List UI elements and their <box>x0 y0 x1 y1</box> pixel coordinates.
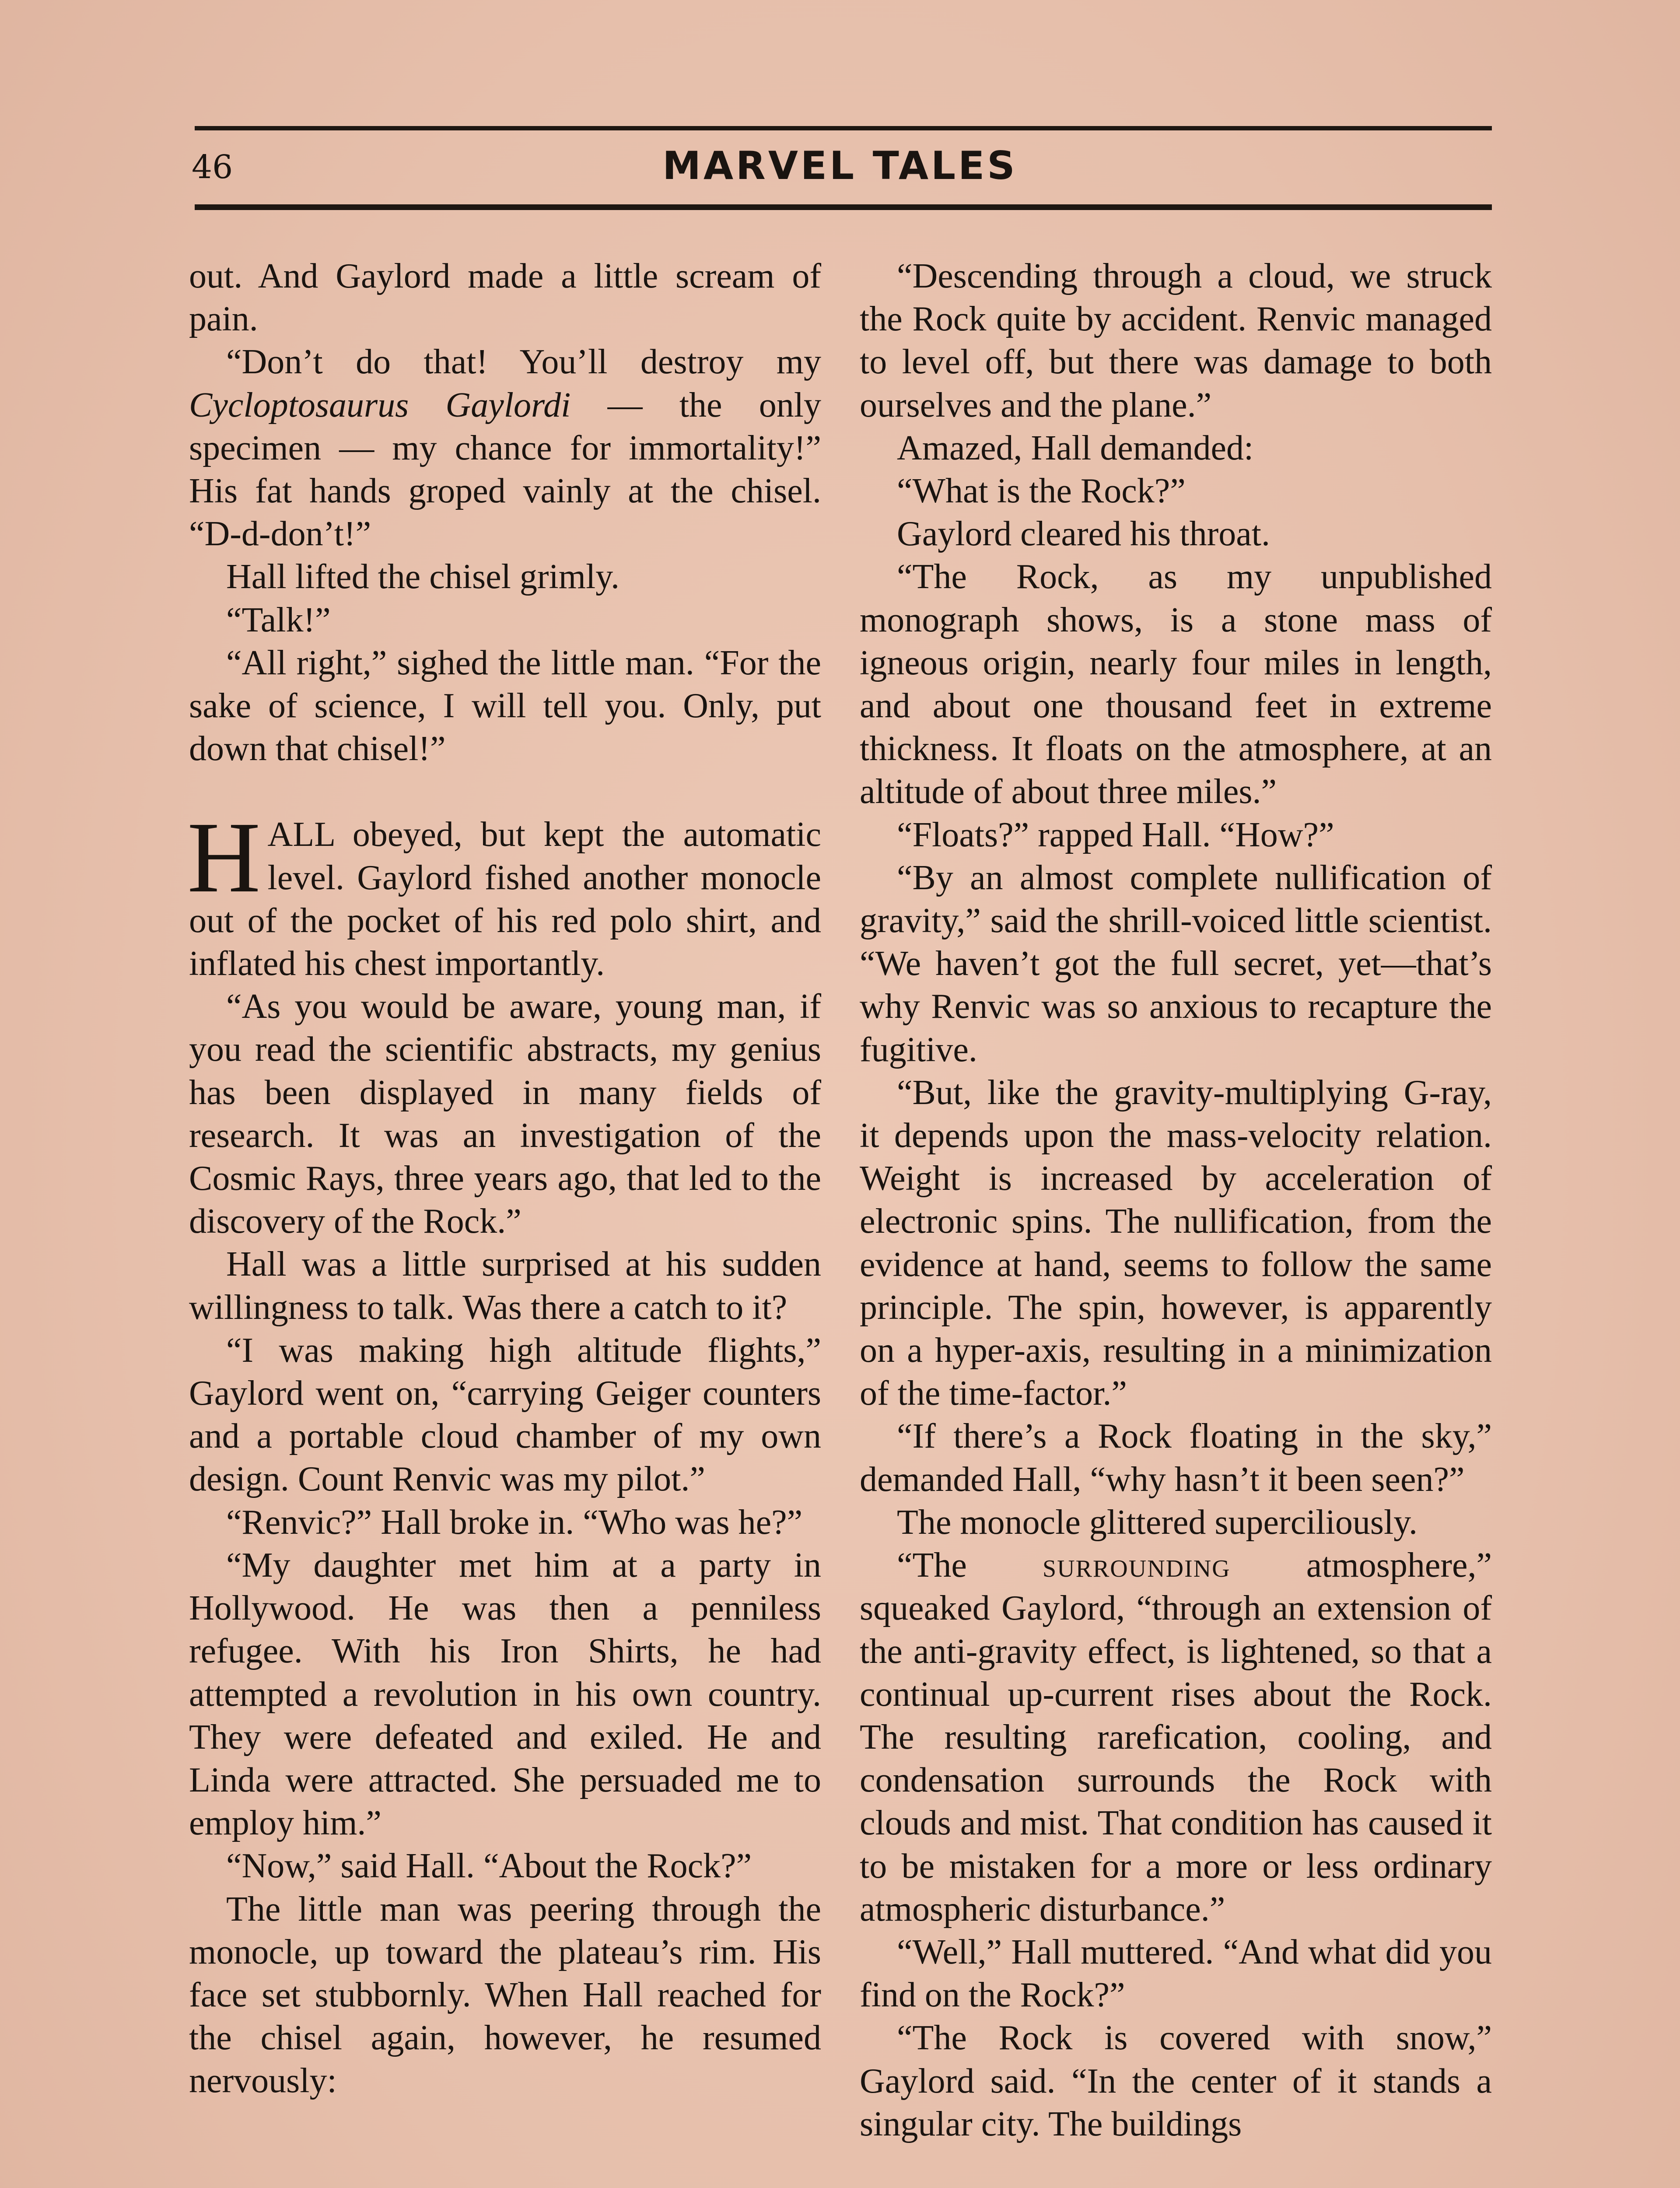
paragraph: “My daughter met him at a party in Hollywood. He was then a penniless refugee. With his Iron Shirts, he had attempted a revolution in his own country. They were defeated and exiled. He and Linda were attracted. She persuaded me to employ him.” <box>189 1546 821 1843</box>
left-text-column <box>189 255 821 2103</box>
paragraph-text: — the only specimen — my chance for immortality!” His fat hands groped vainly at the chisel. “D-d-don’t!” <box>189 386 821 554</box>
paragraph <box>189 340 821 555</box>
paragraph: “If there’s a Rock floating in the sky,” demanded Hall, “why hasn’t it been seen?” <box>860 1417 1492 1499</box>
running-title: MARVEL TALES <box>662 143 1018 188</box>
paragraph-text: obeyed, but kept the automatic level. Gaylord fished another monocle out of the pocket of his red polo shirt, and inflated his chest importantly. <box>189 815 821 983</box>
paragraph: Amazed, Hall demanded: <box>897 428 1254 467</box>
paragraph: “By an almost complete nullification of gravity,” said the shrill-voiced little scientist. “We haven’t got the full secret, yet—that’s why Renvic was so anxious to recapture the fugitive. <box>860 858 1492 1069</box>
paragraph: “Talk!” <box>226 600 331 639</box>
paragraph: “The Rock is covered with snow,” Gaylord said. “In the center of it stands a singular city. The buildings <box>860 2019 1492 2143</box>
paragraph: “Now,” said Hall. “About the Rock?” <box>226 1847 752 1886</box>
header-bottom-rule <box>195 204 1492 210</box>
paragraph-text: “The <box>897 1546 967 1585</box>
paragraph: “Descending through a cloud, we struck the Rock quite by accident. Renvic managed to level off, but there was damage to both ourselves and the plane.” <box>860 257 1492 424</box>
paragraph-text: “Don’t do that! You’ll destroy my <box>226 343 821 382</box>
spaced-word: surrounding <box>1043 1546 1231 1585</box>
paragraph: The little man was peering through the monocle, up toward the plateau’s rim. His face set stubbornly. When Hall reached for the chisel again, however, he resumed nervously: <box>189 1890 821 2100</box>
paragraph: Gaylord cleared his throat. <box>897 515 1270 554</box>
paragraph-text: atmosphere,” squeaked Gaylord, “through an extension of the anti-gravity effect, is lightened, so that a continual up-current rises about the Rock. The resulting rarefication, cooling, and condensation surrounds the Rock with clouds and mist. That condition has caused it to be mistaken for a more or less ordinary atmospheric disturbance.” <box>860 1546 1492 1929</box>
right-text-column <box>860 255 1492 2146</box>
paragraph: “The Rock, as my unpublished monograph shows, is a stone mass of igneous origin, nearly four miles in length, and about one thousand feet in extreme thickness. It floats on the atmosphere, at an altitude of about three miles.” <box>860 558 1492 811</box>
paragraph: “Floats?” rapped Hall. “How?” <box>897 815 1334 854</box>
paragraph: “I was making high altitude flights,” Gaylord went on, “carrying Geiger counters and a portable cloud chamber of my own design. Count Renvic was my pilot.” <box>189 1331 821 1499</box>
page-number: 46 <box>192 148 233 186</box>
paragraph: “As you would be aware, young man, if you read the scientific abstracts, my genius has been displayed in many fields of research. It was an investigation of the Cosmic Rays, three years ago, that led to the discovery of the Rock.” <box>189 987 821 1241</box>
drop-cap: H <box>187 801 261 914</box>
header-top-rule <box>195 126 1492 130</box>
species-name: Cycloptosaurus Gaylordi <box>189 386 571 424</box>
paragraph: “But, like the gravity-multiplying G-ray, it depends upon the mass-velocity relation. Weight is increased by acceleration of electronic spins. The nullification, from the evidence at hand, seems to follow the same principle. The spin, however, is apparently on a hyper-axis, resulting in a minimization of the time-factor.” <box>860 1073 1492 1413</box>
paragraph: Hall lifted the chisel grimly. <box>226 558 620 596</box>
paragraph: Hall was a little surprised at his sudden willingness to talk. Was there a catch to it? <box>189 1245 821 1327</box>
paragraph: “What is the Rock?” <box>897 472 1186 511</box>
paragraph: “Well,” Hall muttered. “And what did you find on the Rock?” <box>860 1932 1492 2015</box>
paragraph: out. And Gaylord made a little scream of pain. <box>189 257 821 339</box>
paragraph: The monocle glittered superciliously. <box>897 1503 1418 1542</box>
paragraph <box>860 1544 1492 1931</box>
section-opening-paragraph <box>187 801 821 985</box>
paragraph: “Renvic?” Hall broke in. “Who was he?” <box>226 1503 803 1542</box>
paragraph: “All right,” sighed the little man. “For the sake of science, I will tell you. Only, put down that chisel!” <box>189 643 821 768</box>
opening-word: ALL <box>267 815 335 854</box>
